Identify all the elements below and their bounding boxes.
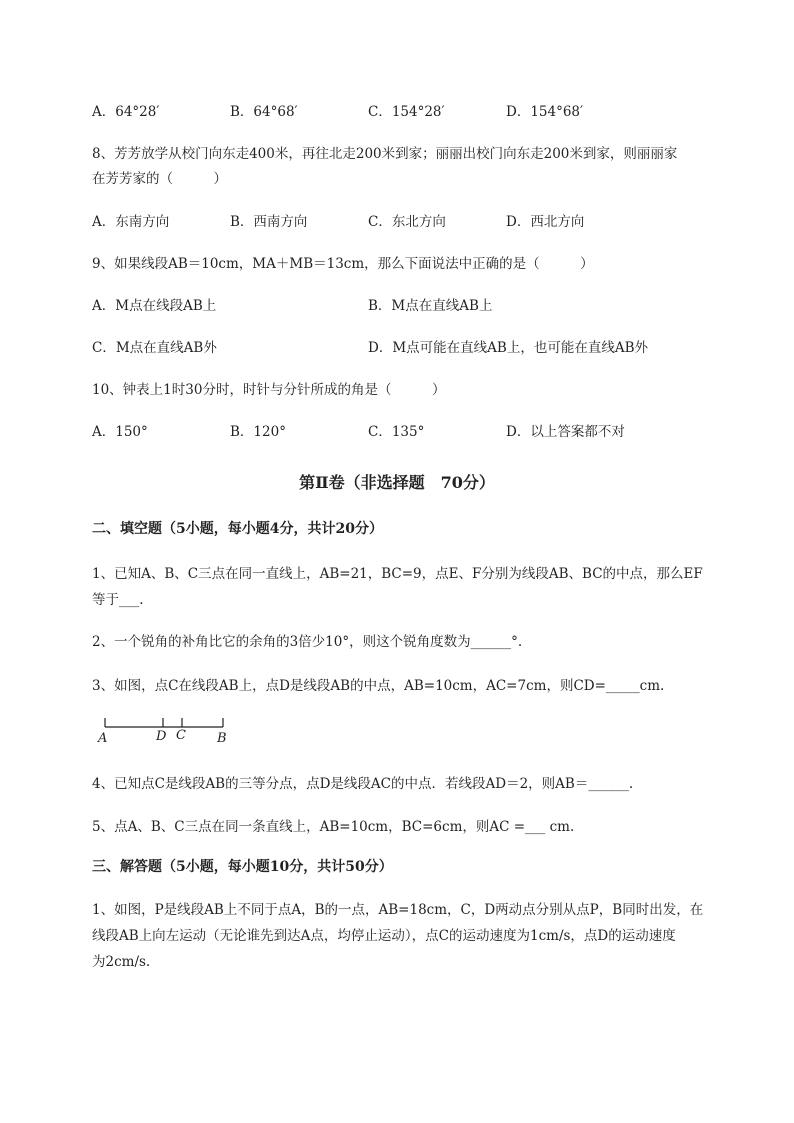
q10-text: 10、钟表上1时30分时，时针与分针所成的角是（ ） <box>92 382 446 398</box>
s3-q1-line1: 1、如图，P是线段AB上不同于点A，B的一点，AB=18cm，C，D两动点分别从点P，B同时出发，在 <box>92 902 704 918</box>
q7-option-c: C．154°28′ <box>368 104 445 120</box>
q10-option-d: D．以上答案都不对 <box>506 424 625 440</box>
label-b: B <box>217 731 227 746</box>
q8-option-b: B．西南方向 <box>230 214 308 230</box>
q7-option-d: D．154°68′ <box>506 104 584 120</box>
s2-q4: 4、已知点C是线段AB的三等分点，点D是线段AC的中点．若线段AD＝2，则AB＝______. <box>92 776 634 792</box>
s2-q1-line1: 1、已知A、B、C三点在同一直线上，AB=21，BC=9，点E、F分别为线段AB、BC的中点，那么EF <box>92 566 703 582</box>
s2-q3: 3、如图，点C在线段AB上，点D是线段AB的中点，AB=10cm，AC=7cm，则CD=_____cm. <box>92 678 665 694</box>
q10-option-b: B．120° <box>230 424 286 440</box>
s2-q2: 2、一个锐角的补角比它的余角的3倍少10°，则这个锐角度数为______°. <box>92 634 523 650</box>
s2-q1-line2: 等于___. <box>92 592 144 608</box>
section2-title: 二、填空题（5小题，每小题4分，共计20分） <box>92 521 383 537</box>
s3-q1-line3: 为2cm/s. <box>92 954 151 970</box>
q9-option-a: A．M点在线段AB上 <box>92 298 217 314</box>
q10-option-a: A．150° <box>92 424 148 440</box>
s2-q5: 5、点A、B、C三点在同一条直线上，AB=10cm，BC=6cm，则AC =___ cm. <box>92 819 575 835</box>
q8-option-d: D．西北方向 <box>506 214 585 230</box>
q9-option-d: D．M点可能在直线AB上，也可能在直线AB外 <box>368 340 648 356</box>
segment-figure <box>96 714 236 748</box>
q7-option-a: A．64°28′ <box>92 104 160 120</box>
q8-text-line1: 8、芳芳放学从校门向东走400米，再往北走200米到家；丽丽出校门向东走200米到家，则丽丽家 <box>92 146 678 162</box>
q9-option-b: B．M点在直线AB上 <box>368 298 493 314</box>
q8-option-c: C．东北方向 <box>368 214 446 230</box>
label-c: C <box>176 728 186 743</box>
label-a: A <box>98 731 108 746</box>
q8-option-a: A．东南方向 <box>92 214 170 230</box>
q9-text: 9、如果线段AB＝10cm，MA＋MB＝13cm，那么下面说法中正确的是（ ） <box>92 256 594 272</box>
label-d: D <box>156 729 167 744</box>
q10-option-c: C．135° <box>368 424 425 440</box>
q7-option-b: B．64°68′ <box>230 104 298 120</box>
section3-title: 三、解答题（5小题，每小题10分，共计50分） <box>92 859 393 875</box>
q8-text-line2: 在芳芳家的（ ） <box>92 171 227 187</box>
s3-q1-line2: 线段AB上向左运动（无论谁先到达A点，均停止运动），点C的运动速度为1cm/s，点D的运动速度 <box>92 928 676 944</box>
q9-option-c: C．M点在直线AB外 <box>92 340 217 356</box>
part2-title: 第Ⅱ卷（非选择题 70分） <box>299 473 495 492</box>
